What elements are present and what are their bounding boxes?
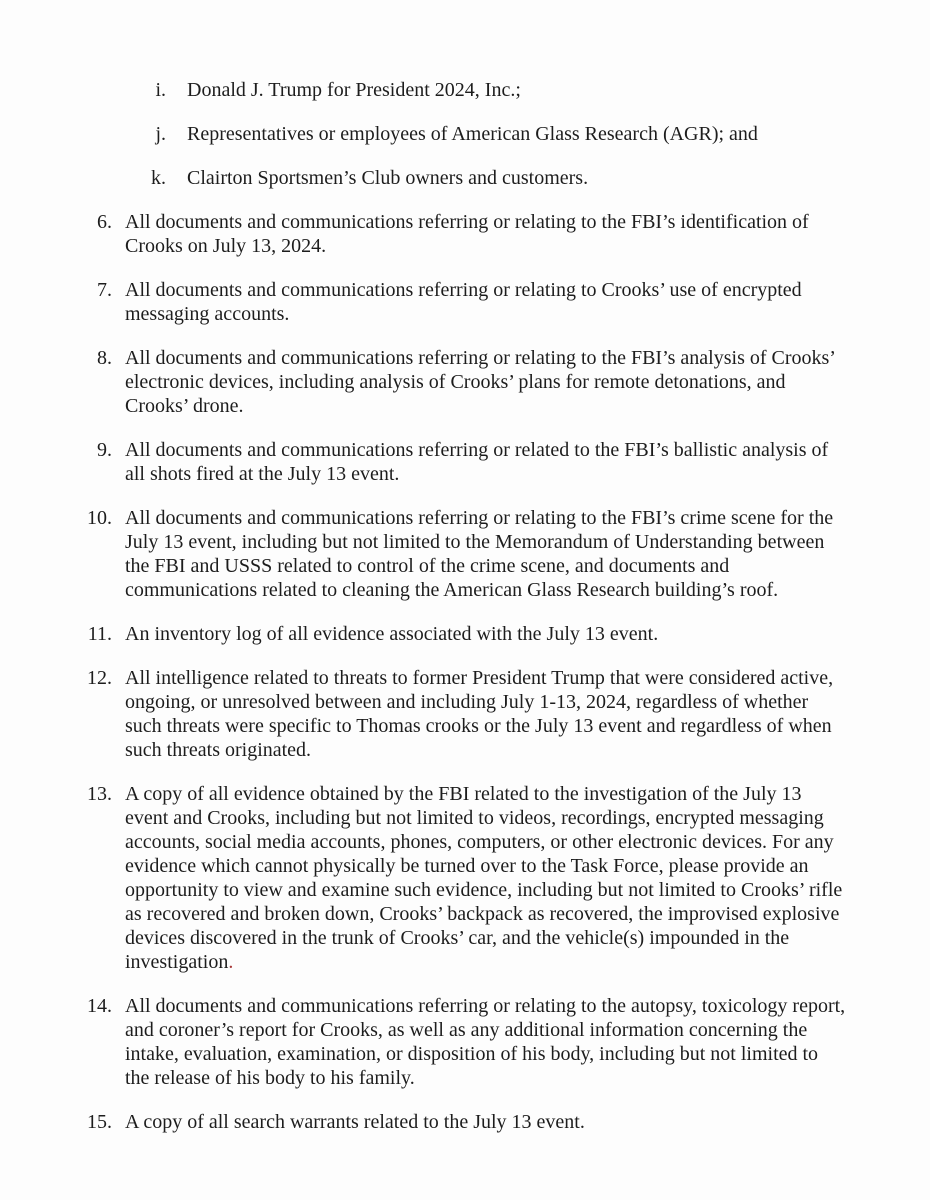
list-item [0, 1110, 930, 1134]
list-item-marker: 13. [87, 783, 112, 805]
sub-item-list [0, 78, 930, 190]
list-item-text-main: Clairton Sportsmen’s Club owners and customers. [187, 167, 589, 189]
list-item-text [166, 166, 588, 190]
list-item [0, 506, 930, 602]
numbered-item-list [0, 210, 930, 1134]
list-item-text [112, 782, 847, 974]
list-item-text-main: All documents and communications referring or relating to Crooks’ use of encrypted messaging accounts. [125, 279, 802, 325]
list-item [0, 78, 930, 102]
list-item-text [112, 506, 847, 602]
list-item-marker: 7. [97, 279, 112, 301]
list-item [0, 278, 930, 326]
list-item-text-main: Representatives or employees of American Glass Research (AGR); and [187, 123, 758, 145]
list-item [0, 122, 930, 146]
list-item-marker: 12. [87, 667, 112, 689]
list-item-text [112, 1110, 847, 1134]
list-item-text-main: All documents and communications referring or related to the FBI’s ballistic analysis of all shots fired at the July 13 event. [125, 439, 829, 485]
list-item-text [166, 122, 758, 146]
list-item-marker: 9. [97, 439, 112, 461]
list-item-text-main: A copy of all search warrants related to the July 13 event. [125, 1111, 585, 1133]
list-item-marker: 10. [87, 507, 112, 529]
list-item [0, 166, 930, 190]
list-item [0, 622, 930, 646]
list-item [0, 210, 930, 258]
list-item-text [112, 994, 847, 1090]
list-item [0, 782, 930, 974]
list-item-marker: 14. [87, 995, 112, 1017]
list-item-text-main: All documents and communications referring or relating to the autopsy, toxicology report, and coroner’s report for Crooks, as well as any additional information concerning the intake, evaluation, examination, or disposition of his body, including but not limited to the release of his body to his family. [125, 995, 846, 1089]
list-item-text-main: All documents and communications referring or relating to the FBI’s analysis of Crooks’ electronic devices, including analysis of Crooks’ plans for remote detonations, and Crooks’ drone. [125, 347, 835, 417]
list-item-text-main: A copy of all evidence obtained by the FBI related to the investigation of the July 13 event and Crooks, including but not limited to videos, recordings, encrypted messaging accounts, social media accounts, phones, computers, or other electronic devices. For any evidence which cannot physically be turned over to the Task Force, please provide an opportunity to view and examine such evidence, including but not limited to Crooks’ rifle as recovered and broken down, Crooks’ backpack as recovered, the improvised explosive devices discovered in the trunk of Crooks’ car, and the vehicle(s) impounded in the investigation [125, 783, 843, 973]
list-item-text [112, 622, 847, 646]
list-item-text [112, 346, 847, 418]
list-item-text [112, 278, 847, 326]
list-item-text-main: Donald J. Trump for President 2024, Inc.; [187, 79, 521, 101]
list-item-text [112, 666, 847, 762]
list-item-text [112, 210, 847, 258]
list-item-text-main: All documents and communications referring or relating to the FBI’s identification of Crooks on July 13, 2024. [125, 211, 809, 257]
red-period: . [228, 951, 234, 973]
list-item [0, 438, 930, 486]
list-item-text [166, 78, 521, 102]
list-item [0, 994, 930, 1090]
list-item-marker: 11. [87, 623, 112, 645]
list-item [0, 666, 930, 762]
list-item-text-main: An inventory log of all evidence associated with the July 13 event. [125, 623, 659, 645]
list-item-marker: k. [151, 167, 166, 189]
list-item-text-main: All documents and communications referring or relating to the FBI’s crime scene for the July 13 event, including but not limited to the Memorandum of Understanding between the FBI and USSS related to control of the crime scene, and documents and communications related to cleaning the American Glass Research building’s roof. [125, 507, 834, 601]
list-item-marker: i. [155, 79, 166, 101]
list-item-text [112, 438, 847, 486]
list-item [0, 346, 930, 418]
list-item-marker: 6. [97, 211, 112, 233]
list-item-text-main: All intelligence related to threats to former President Trump that were considered active, ongoing, or unresolved between and including July 1-13, 2024, regardless of whether such threats were specific to Thomas crooks or the July 13 event and regardless of when such threats originated. [125, 667, 834, 761]
list-item-marker: 8. [97, 347, 112, 369]
list-item-marker: 15. [87, 1111, 112, 1133]
list-item-marker: j. [155, 123, 166, 145]
